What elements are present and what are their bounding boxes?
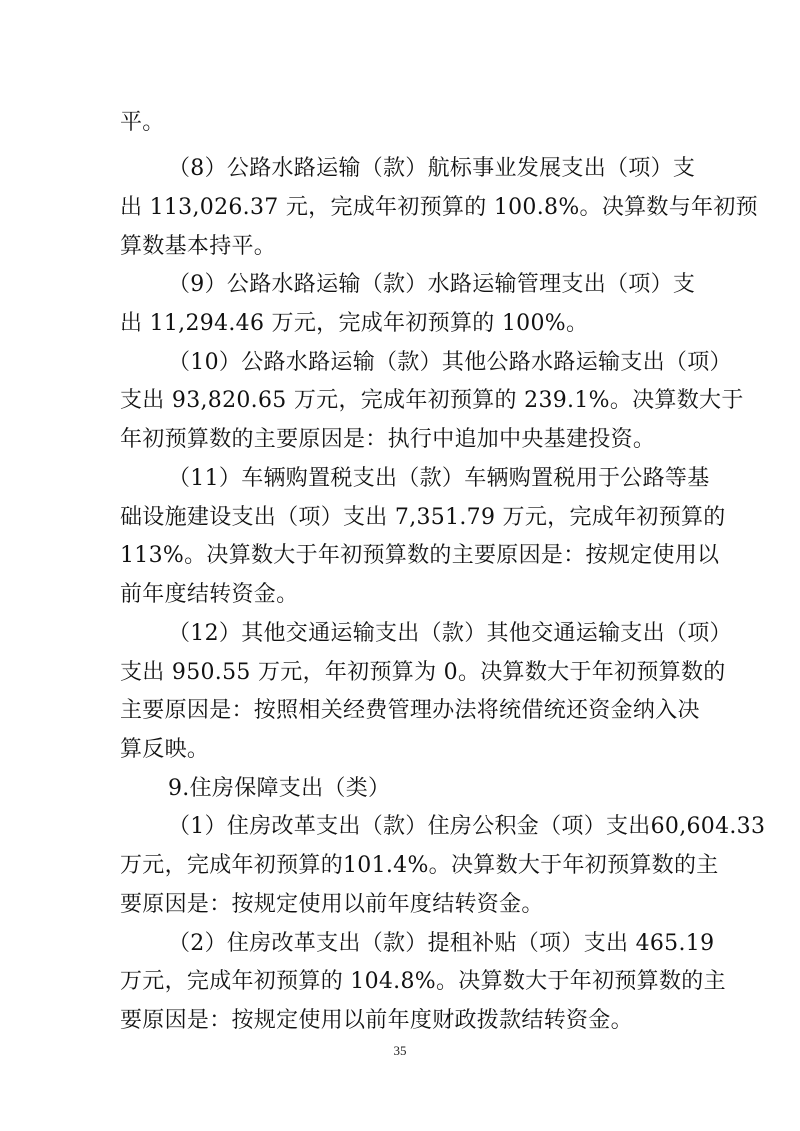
- text-line: （1）住房改革支出（款）住房公积金（项）支出60,604.33: [168, 814, 766, 839]
- text-line: 113%。决算数大于年初预算数的主要原因是：按规定使用以: [120, 543, 720, 568]
- section-heading: 9.住房保障支出（类）: [168, 776, 391, 801]
- text-line: 万元，完成年初预算的 104.8%。决算数大于年初预算数的主: [120, 969, 726, 994]
- text-line: 算数基本持平。: [120, 234, 277, 259]
- text-line: 支出 93,820.65 万元，完成年初预算的 239.1%。决算数大于: [120, 388, 744, 413]
- text-line: 年初预算数的主要原因是：执行中追加中央基建投资。: [120, 427, 656, 452]
- text-line: 万元，完成年初预算的101.4%。决算数大于年初预算数的主: [120, 853, 719, 878]
- page-number: 35: [393, 1043, 407, 1058]
- text-line: （2）住房改革支出（款）提租补贴（项）支出 465.19: [168, 931, 715, 956]
- text-line: 出 11,294.46 万元，完成年初预算的 100%。: [120, 311, 589, 336]
- text-line: （12）其他交通运输支出（款）其他交通运输支出（项）: [168, 621, 732, 646]
- text-line: （8）公路水路运输（款）航标事业发展支出（项）支: [168, 156, 696, 181]
- text-line: （9）公路水路运输（款）水路运输管理支出（项）支: [168, 272, 696, 297]
- text-line: 主要原因是：按照相关经费管理办法将统借统还资金纳入决: [120, 698, 700, 723]
- text-line: 础设施建设支出（项）支出 7,351.79 万元，完成年初预算的: [120, 505, 726, 530]
- text-line: 算反映。: [120, 737, 210, 762]
- text-line: 前年度结转资金。: [120, 582, 299, 607]
- text-line: （10）公路水路运输（款）其他公路水路运输支出（项）: [168, 350, 732, 375]
- text-line: 支出 950.55 万元，年初预算为 0。决算数大于年初预算数的: [120, 660, 726, 685]
- text-line: 要原因是：按规定使用以前年度财政拨款结转资金。: [120, 1008, 633, 1033]
- text-line: （11）车辆购置税支出（款）车辆购置税用于公路等基: [168, 466, 710, 491]
- text-line: 出 113,026.37 元，完成年初预算的 100.8%。决算数与年初预: [120, 195, 758, 220]
- text-line: 要原因是：按规定使用以前年度结转资金。: [120, 892, 544, 917]
- text-line: 平。: [120, 110, 165, 135]
